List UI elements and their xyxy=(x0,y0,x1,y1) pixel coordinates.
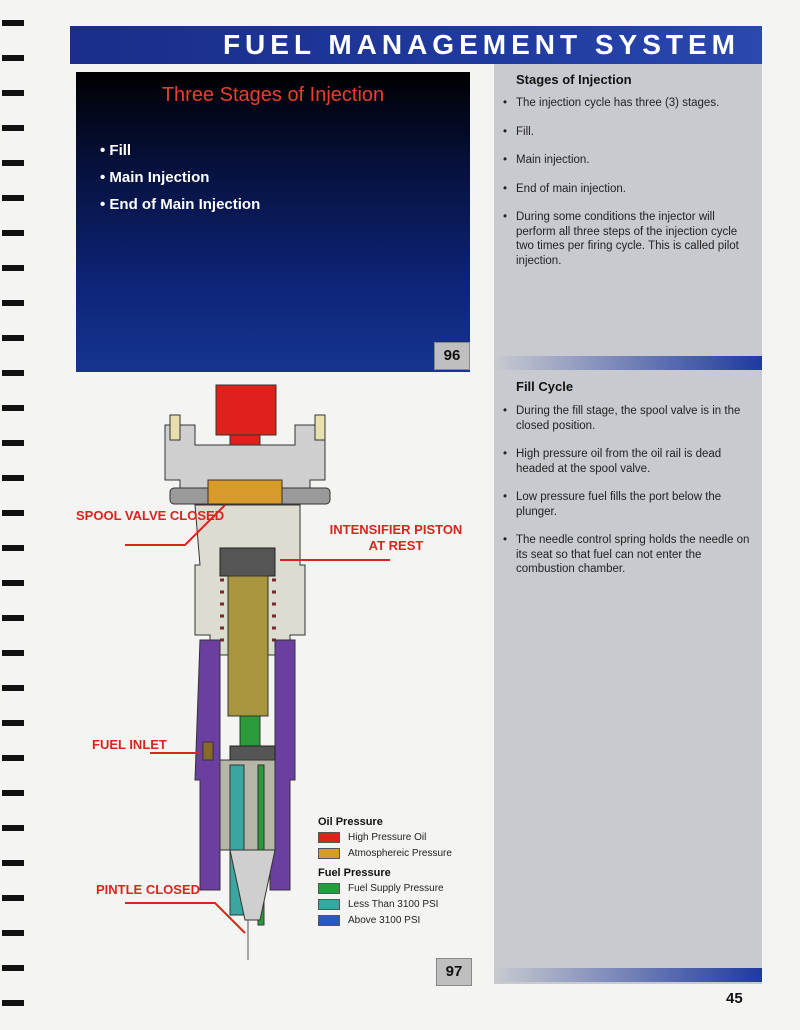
list-item: • The injection cycle has three (3) stages. xyxy=(500,96,756,111)
spiral-binding xyxy=(0,0,34,1030)
legend-swatch xyxy=(318,832,340,843)
page-number: 45 xyxy=(726,990,743,1007)
legend-swatch xyxy=(318,915,340,926)
slide-number: 96 xyxy=(434,342,470,370)
legend-row xyxy=(318,899,478,910)
legend-label: Fuel Supply Pressure xyxy=(348,883,444,894)
legend-row xyxy=(318,883,478,894)
legend-row xyxy=(318,915,478,926)
callout-spool-valve: SPOOL VALVE CLOSED xyxy=(76,508,225,523)
list-item: • High pressure oil from the oil rail is dead headed at the spool valve. xyxy=(500,447,756,476)
pressure-legend xyxy=(318,816,478,931)
slide-bullet: • Fill xyxy=(100,142,132,159)
legend-fuel-title: Fuel Pressure xyxy=(318,867,391,879)
legend-swatch xyxy=(318,899,340,910)
legend-oil-title: Oil Pressure xyxy=(318,816,383,828)
header-title: FUEL MANAGEMENT SYSTEM xyxy=(222,29,740,60)
fill-title: Fill Cycle xyxy=(516,379,574,394)
list-item: • Low pressure fuel fills the port below the plunger. xyxy=(500,490,756,519)
list-item: • Fill. xyxy=(500,125,756,140)
legend-row xyxy=(318,848,478,859)
callout-intensifier-piston: INTENSIFIER PISTON AT REST xyxy=(329,522,463,553)
legend-label: Atmosphereic Pressure xyxy=(348,848,452,859)
list-item: • During the fill stage, the spool valve is in the closed position. xyxy=(500,404,756,433)
callout-pintle: PINTLE CLOSED xyxy=(96,882,201,897)
figure-number: 97 xyxy=(436,958,472,986)
legend-label: Less Than 3100 PSI xyxy=(348,899,439,910)
slide-title: Three Stages of Injection xyxy=(161,84,385,106)
fill-list xyxy=(500,404,756,591)
legend-swatch xyxy=(318,883,340,894)
stages-title: Stages of Injection xyxy=(516,72,632,87)
section-header xyxy=(70,26,762,64)
slide-96 xyxy=(76,72,470,372)
legend-label: High Pressure Oil xyxy=(348,832,427,843)
slide-bullets xyxy=(100,142,260,223)
legend-swatch xyxy=(318,848,340,859)
slide-bullet: • End of Main Injection xyxy=(100,196,261,213)
callout-fuel-inlet: FUEL INLET xyxy=(92,737,167,752)
stages-list xyxy=(500,96,756,282)
list-item: • End of main injection. xyxy=(500,182,756,197)
section-divider xyxy=(494,356,762,370)
legend-label: Above 3100 PSI xyxy=(348,915,421,926)
legend-row xyxy=(318,832,478,843)
section-divider xyxy=(494,968,762,982)
list-item: • During some conditions the injector will perform all three steps of the injection cycle two times per firing cycle. This is called pilot injection. xyxy=(500,210,756,268)
list-item: • The needle control spring holds the needle on its seat so that fuel can not enter the combustion chamber. xyxy=(500,533,756,577)
list-item: • Main injection. xyxy=(500,153,756,168)
slide-bullet: • Main Injection xyxy=(100,169,210,186)
